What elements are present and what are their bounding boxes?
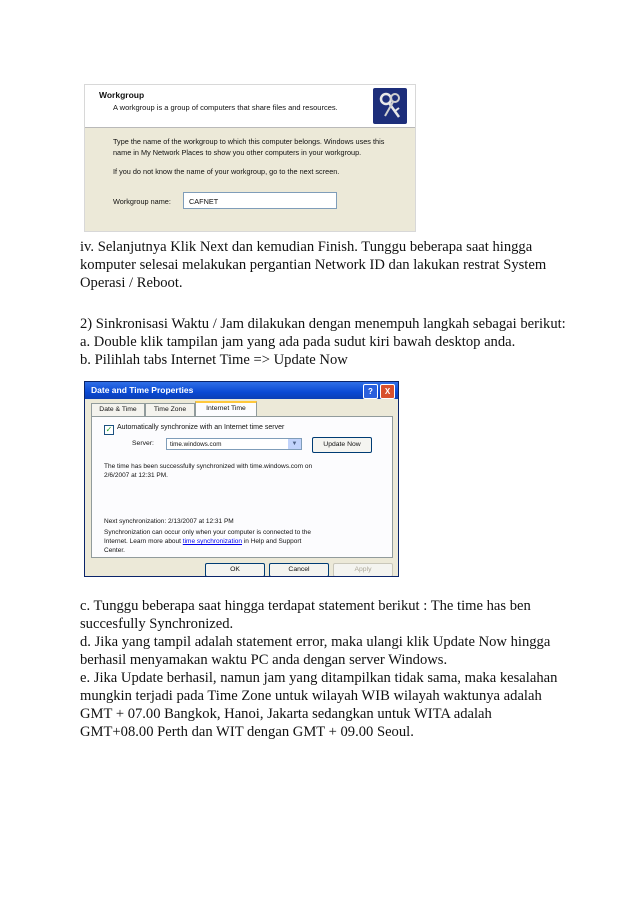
workgroup-desc-line: Type the name of the workgroup to which this computer belongs. Windows uses this bbox=[113, 137, 385, 146]
server-label: Server: bbox=[132, 440, 154, 447]
tab-internet-time[interactable]: Internet Time bbox=[195, 401, 257, 418]
info-text: Internet. Learn more about bbox=[104, 538, 183, 545]
datetime-title: Date and Time Properties bbox=[91, 385, 194, 395]
chevron-down-icon[interactable]: ▼ bbox=[288, 439, 301, 449]
info-line: Synchronization can occur only when your computer is connected to the bbox=[104, 529, 312, 536]
network-keys-icon bbox=[373, 88, 407, 124]
time-sync-link[interactable]: time synchronization bbox=[182, 538, 243, 545]
steps-intro bbox=[80, 315, 580, 369]
workgroup-subtitle: A workgroup is a group of computers that share files and resources. bbox=[113, 103, 338, 112]
info-line bbox=[104, 538, 301, 545]
workgroup-title: Workgroup bbox=[99, 90, 145, 100]
workgroup-hint: If you do not know the name of your workgroup, go to the next screen. bbox=[113, 167, 340, 176]
cancel-button[interactable]: Cancel bbox=[269, 563, 329, 577]
close-button[interactable]: X bbox=[380, 384, 395, 399]
workgroup-body bbox=[85, 128, 415, 231]
help-button[interactable]: ? bbox=[363, 384, 378, 399]
apply-button[interactable]: Apply bbox=[333, 563, 393, 577]
text-line: berhasil menyamakan waktu PC anda dengan server Windows. bbox=[80, 652, 448, 668]
status-line: The time has been successfully synchronized with time.windows.com on bbox=[104, 463, 313, 470]
text-line: mungkin terjadi pada Time Zone untuk wilayah WIB wilayah waktunya adalah bbox=[80, 688, 542, 704]
info-line: Center. bbox=[104, 547, 125, 554]
text-line: e. Jika Update berhasil, namun jam yang ditampilkan tidak sama, maka kesalahan bbox=[80, 670, 558, 686]
info-text: in Help and Support bbox=[242, 538, 302, 545]
paragraph-iv bbox=[80, 238, 580, 292]
datetime-titlebar bbox=[85, 382, 398, 399]
workgroup-header bbox=[85, 85, 415, 128]
text-line: b. Pilihlah tabs Internet Time => Update Now bbox=[80, 352, 348, 368]
text-line: Operasi / Reboot. bbox=[80, 275, 183, 291]
sync-label: Automatically synchronize with an Internet time server bbox=[117, 424, 285, 431]
workgroup-name-input[interactable]: CAFNET bbox=[183, 192, 337, 209]
text-line: succesfully Synchronized. bbox=[80, 616, 234, 632]
ok-button[interactable]: OK bbox=[205, 563, 265, 577]
text-line: c. Tunggu beberapa saat hingga terdapat statement berikut : The time has ben bbox=[80, 598, 531, 614]
text-line: 2) Sinkronisasi Waktu / Jam dilakukan dengan menempuh langkah sebagai berikut: bbox=[80, 316, 566, 332]
text-line: GMT + 07.00 Bangkok, Hanoi, Jakarta sedangkan untuk WITA adalah bbox=[80, 706, 492, 722]
internet-time-panel bbox=[91, 416, 393, 558]
text-line: komputer selesai melakukan pergantian Network ID dan lakukan restrat System bbox=[80, 257, 547, 273]
next-sync-text: Next synchronization: 2/13/2007 at 12:31 PM bbox=[104, 518, 234, 525]
workgroup-name-label: Workgroup name: bbox=[113, 197, 171, 206]
text-line: GMT+08.00 Perth dan WIT dengan GMT + 09.00 Seoul. bbox=[80, 724, 414, 740]
update-now-button[interactable]: Update Now bbox=[312, 437, 372, 453]
workgroup-screenshot bbox=[84, 84, 416, 232]
status-line: 2/6/2007 at 12:31 PM. bbox=[104, 472, 168, 479]
datetime-screenshot bbox=[84, 381, 399, 577]
steps-after bbox=[80, 597, 580, 741]
workgroup-desc-line: name in My Network Places to show you other computers in your workgroup. bbox=[113, 148, 362, 157]
text-line: iv. Selanjutnya Klik Next dan kemudian Finish. Tunggu beberapa saat hingga bbox=[80, 239, 533, 255]
tab-time-zone[interactable]: Time Zone bbox=[145, 403, 195, 416]
text-line: d. Jika yang tampil adalah statement error, maka ulangi klik Update Now hingga bbox=[80, 634, 551, 650]
server-select[interactable]: time.windows.com bbox=[166, 438, 302, 450]
sync-checkbox[interactable]: ✓ bbox=[105, 425, 113, 434]
tab-date-time[interactable]: Date & Time bbox=[91, 403, 145, 416]
text-line: a. Double klik tampilan jam yang ada pada sudut kiri bawah desktop anda. bbox=[80, 334, 516, 350]
